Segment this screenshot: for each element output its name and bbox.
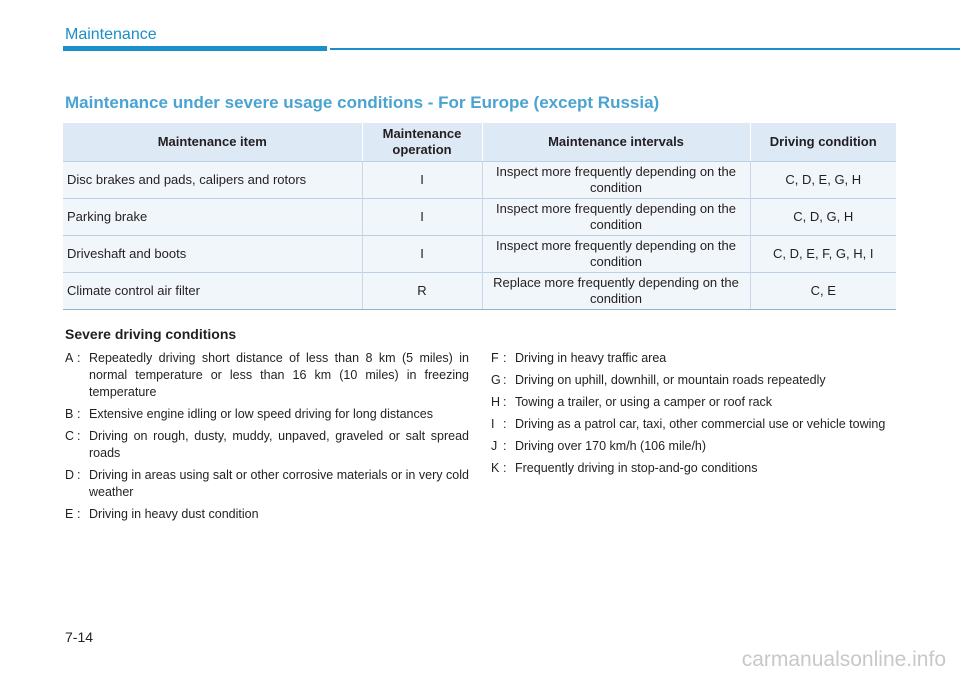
conditions-heading: Severe driving conditions	[65, 326, 237, 342]
cell-interval: Replace more frequently depending on the condition	[482, 273, 750, 310]
condition-text: Towing a trailer, or using a camper or roof rack	[515, 395, 773, 409]
condition-text: Extensive engine idling or low speed driving for long distances	[89, 407, 433, 421]
condition-item: K : Frequently driving in stop-and-go conditions	[491, 460, 895, 477]
cell-condition: C, E	[750, 273, 896, 310]
cell-condition: C, D, E, F, G, H, I	[750, 236, 896, 273]
table-header-row	[63, 123, 896, 162]
condition-letter: H	[491, 395, 501, 409]
page-number: 7-14	[65, 629, 94, 645]
condition-item: H : Towing a trailer, or using a camper or roof rack	[491, 394, 895, 411]
col-header-operation: Maintenance operation	[362, 123, 482, 162]
condition-text: Frequently driving in stop-and-go conditions	[515, 461, 758, 475]
condition-letter: F	[491, 351, 499, 365]
maintenance-table	[63, 123, 896, 310]
condition-letter: E	[65, 507, 74, 521]
condition-letter: K	[491, 461, 500, 475]
table-row	[63, 162, 896, 199]
cell-interval: Inspect more frequently depending on the condition	[482, 199, 750, 236]
watermark: carmanualsonline.info	[741, 648, 946, 671]
condition-text: Repeatedly driving short distance of less than 8 km (5 miles) in normal temperature or less than 16 km (10 miles) in freezing temperature	[89, 351, 469, 399]
condition-text: Driving on uphill, downhill, or mountain roads repeatedly	[515, 373, 826, 387]
condition-item: E : Driving in heavy dust condition	[65, 506, 469, 523]
table-row	[63, 273, 896, 310]
condition-letter: J	[491, 439, 498, 453]
col-header-condition: Driving condition	[750, 123, 896, 162]
condition-text: Driving on rough, dusty, muddy, unpaved, graveled or salt spread roads	[89, 429, 469, 460]
condition-item: A : Repeatedly driving short distance of less than 8 km (5 miles) in normal temperature or less than 16 km (10 miles) in freezing temperature	[65, 351, 469, 399]
cell-item: Climate control air filter	[63, 273, 362, 310]
condition-item: F : Driving in heavy traffic area	[491, 350, 895, 367]
condition-letter: B	[65, 407, 74, 421]
cell-condition: C, D, E, G, H	[750, 162, 896, 199]
condition-item: B : Extensive engine idling or low speed driving for long distances	[65, 406, 469, 423]
condition-text: Driving in areas using salt or other corrosive materials or in very cold weather	[89, 468, 469, 499]
condition-text: Driving over 170 km/h (106 mile/h)	[515, 439, 707, 453]
cell-operation: I	[362, 199, 482, 236]
condition-item: I : Driving as a patrol car, taxi, other commercial use or vehicle towing	[491, 416, 895, 433]
cell-item: Driveshaft and boots	[63, 236, 362, 273]
cell-operation: I	[362, 162, 482, 199]
condition-text: Driving in heavy dust condition	[89, 507, 259, 521]
condition-letter: A	[65, 351, 74, 365]
conditions-list-right	[491, 350, 895, 482]
cell-interval: Inspect more frequently depending on the condition	[482, 162, 750, 199]
condition-letter: D	[65, 468, 75, 482]
condition-letter: C	[65, 429, 75, 443]
conditions-list-left	[65, 350, 469, 528]
table-row	[63, 199, 896, 236]
condition-text: Driving as a patrol car, taxi, other commercial use or vehicle towing	[515, 417, 886, 431]
header-rule-thin	[330, 48, 960, 50]
cell-item: Parking brake	[63, 199, 362, 236]
condition-item: D : Driving in areas using salt or other corrosive materials or in very cold weather	[65, 468, 469, 499]
col-header-item: Maintenance item	[63, 123, 362, 162]
cell-operation: R	[362, 273, 482, 310]
section-label: Maintenance	[65, 26, 157, 43]
condition-item: C : Driving on rough, dusty, muddy, unpaved, graveled or salt spread roads	[65, 429, 469, 460]
condition-item: G : Driving on uphill, downhill, or mountain roads repeatedly	[491, 372, 895, 389]
header-rule-thick	[63, 46, 327, 51]
col-header-intervals: Maintenance intervals	[482, 123, 750, 162]
condition-text: Driving in heavy traffic area	[515, 351, 667, 365]
page-title: Maintenance under severe usage conditions - For Europe (except Russia)	[65, 93, 660, 112]
cell-operation: I	[362, 236, 482, 273]
condition-item: J : Driving over 170 km/h (106 mile/h)	[491, 438, 895, 455]
condition-letter: G	[491, 373, 501, 387]
cell-item: Disc brakes and pads, calipers and rotors	[63, 162, 362, 199]
table-row	[63, 236, 896, 273]
condition-letter: I	[491, 417, 495, 431]
cell-condition: C, D, G, H	[750, 199, 896, 236]
cell-interval: Inspect more frequently depending on the condition	[482, 236, 750, 273]
